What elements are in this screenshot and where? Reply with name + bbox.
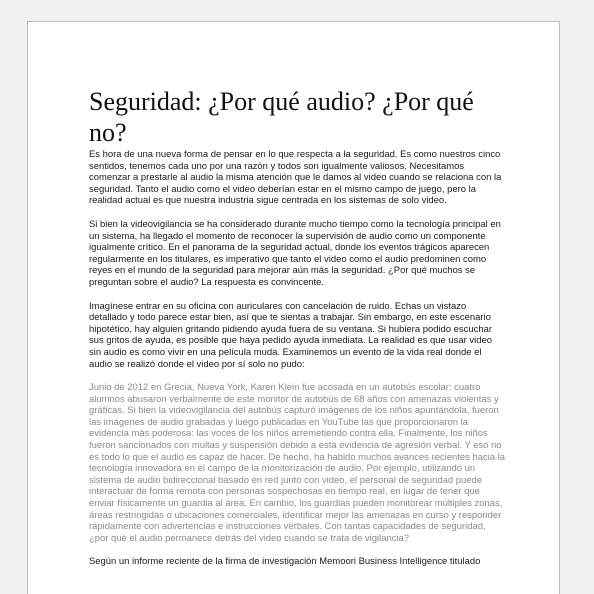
paragraph-intro: Es hora de una nueva forma de pensar en lo que respecta a la seguridad. Es como nuestros cinco sentidos, tenemos cada uno por una razón y todos son igualmente valiosos. Necesitamos comenzar a prestarle al audio la misma atención que le damos al video cuando se relaciona con la seguridad. Tanto el audio como el video deberían estar en el mismo campo de juego, pero la realidad actual es que nuestra industria sigue centrada en los sistemas de solo video. <box>89 149 502 207</box>
paragraph-case-study: Junio de 2012 en Grecia, Nueva York, Karen Klein fue acosada en un autobús escolar: cuatro alumnos abusaron verbalmente de este monitor de autobús de 68 años con amenazas violentas y gráficas. Si bien la videovigilancia del autobús capturó imágenes de los niños apuntándola, fueron las imágenes de audio grabadas y luego publicadas en YouTube las que proporcionaron la evidencia más poderosa: las voces de los niños arremetiendo contra ella. Finalmente, los niños fueron sancionados con multas y suspensión debido a esta evidencia de agresión verbal. Y eso no es todo lo que el audio es capaz de hacer. De hecho, ha habido muchos avances recientes hacia la tecnología innovadora en el campo de la monitorización de audio. Por ejemplo, utilizando un sistema de audio bidireccional basado en red junto con video, el personal de seguridad puede interactuar de forma remota con personas sospechosas en tiempo real, en lugar de tener que enviar físicamente un guardia al área. En cambio, los guardias pueden monitorear múltiples zonas, áreas restringidas o ubicaciones comerciales, identificar mejor las amenazas en curso y responder rápidamente con advertencias e instrucciones verbales. Con tantas capacidades de seguridad, ¿por qué el audio permanece detrás del video cuando se trata de vigilancia? <box>89 382 506 544</box>
paragraph-office-scenario: Imagínese entrar en su oficina con auriculares con cancelación de ruido. Echas un vistazo detallado y todo parece estar bien, así que te sientas a trabajar. Sin embargo, en este escenario hipotético, hay alguien gritando pidiendo ayuda fuera de su ventana. Si hubiera podido escuchar sus gritos de ayuda, es posible que haya pedido ayuda inmediata. La realidad es que usar video sin audio es como vivir en una película muda. Examinemos un evento de la vida real donde el audio se realizó donde el video por sí solo no pudo: <box>89 300 492 370</box>
document-page <box>27 21 560 594</box>
document-title: Seguridad: ¿Por qué audio? ¿Por qué no? <box>89 87 474 147</box>
paragraph-video-surveillance: Si bien la videovigilancia se ha considerado durante mucho tiempo como la tecnología principal en un sistema, ha llegado el momento de reconocer la supervisión de audio como un componente igualmente crítico. En el panorama de la seguridad actual, donde los eventos trágicos aparecen regularmente en los titulares, es imperativo que tanto el video como el audio predominen como reyes en el mundo de la seguridad para mejorar aún más la seguridad. ¿Por qué muchos se preguntan sobre el audio? La respuesta es convincente. <box>89 218 501 288</box>
document-body <box>89 86 506 580</box>
paragraph-report: Según un informe reciente de la firma de investigación Memoori Business Intelligence titulado <box>89 556 481 568</box>
